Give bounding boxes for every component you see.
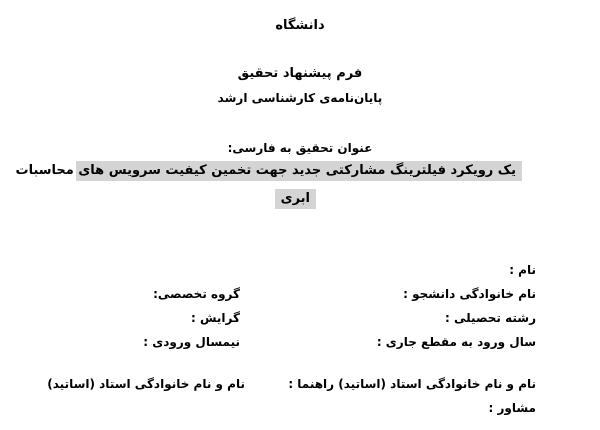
student-family-name-label: نام خانوادگی دانشجو : — [403, 287, 536, 301]
specialty-group-label: گروه تخصصی: — [153, 287, 240, 301]
advisor-label-continued: مشاور : — [488, 401, 536, 415]
major-label: رشته تحصیلی : — [445, 311, 536, 325]
research-title-line-2: ابری — [275, 189, 316, 209]
entry-year-label: سال ورود به مقطع جاری : — [376, 335, 536, 349]
entry-semester-label: نیمسال ورودی : — [143, 335, 240, 349]
form-subtitle: پایان‌نامه‌ی کارشناسی ارشد — [217, 91, 383, 105]
orientation-label: گرایش : — [190, 311, 240, 325]
research-title-label: عنوان تحقیق به فارسی: — [227, 141, 373, 155]
supervisor-label: نام و نام خانوادگی استاد (اساتید) راهنما : — [288, 377, 536, 391]
research-title-line-1: یک رویکرد فیلترینگ مشارکتی جدید جهت تخمین کیفیت سرویس های محاسبات — [76, 161, 522, 181]
university-heading: دانشگاه — [275, 18, 325, 33]
form-title: فرم پیشنهاد تحقیق — [237, 66, 363, 81]
name-field-label: نام : — [509, 263, 536, 277]
advisor-label: نام و نام خانوادگی استاد (اساتید) — [47, 377, 245, 391]
